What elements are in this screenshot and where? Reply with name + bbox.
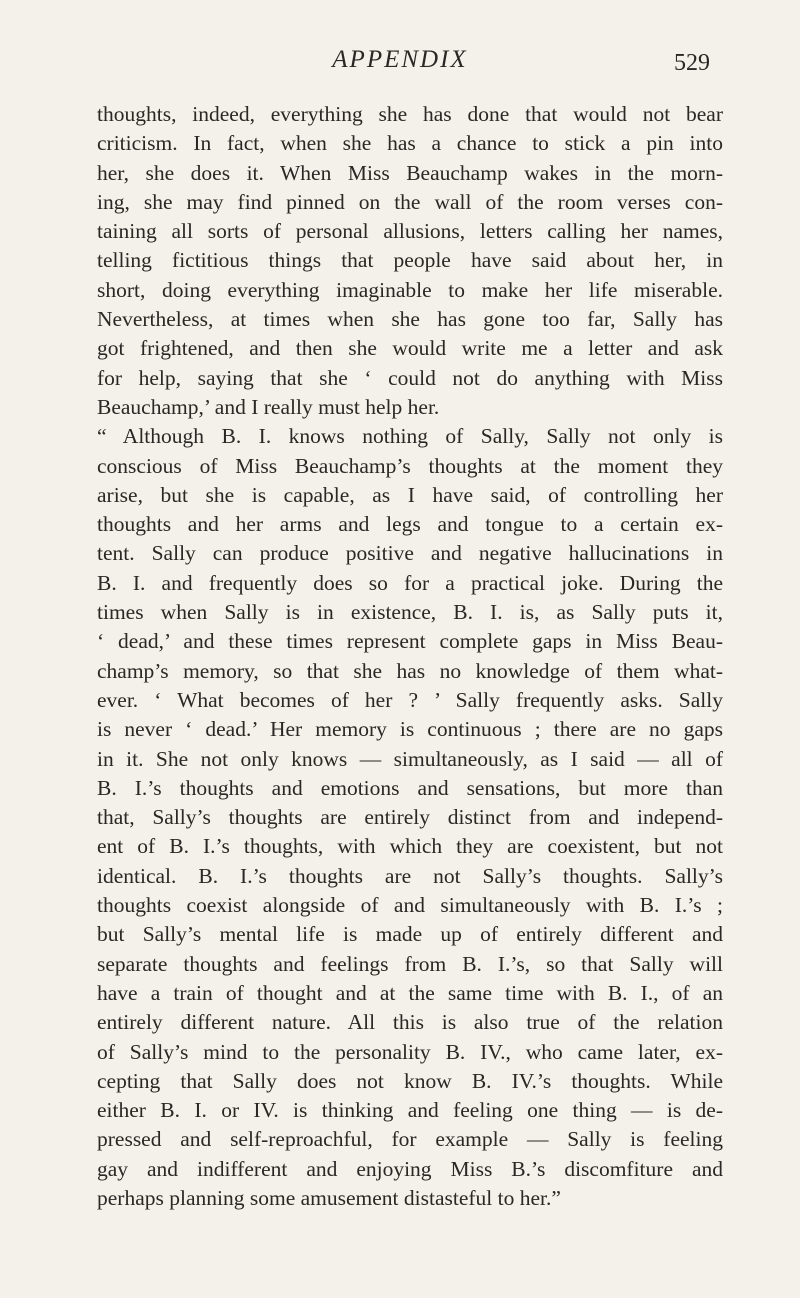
text-line: for help, saying that she ‘ could not do anything with Miss	[97, 365, 723, 390]
text-line: short, doing everything imaginable to make her life miserable.	[97, 277, 723, 302]
text-line: thoughts coexist alongside of and simultaneously with B. I.’s ;	[97, 893, 723, 918]
text-line: Nevertheless, at times when she has gone too far, Sally has	[97, 307, 723, 332]
text-line: her, she does it. When Miss Beauchamp wakes in the morn-	[97, 160, 723, 185]
text-line: pressed and self-reproachful, for example — Sally is feeling	[97, 1127, 723, 1152]
text-line: identical. B. I.’s thoughts are not Sally’s thoughts. Sally’s	[97, 863, 723, 888]
text-line: is never ‘ dead.’ Her memory is continuous ; there are no gaps	[97, 717, 723, 742]
text-line: cepting that Sally does not know B. IV.’s thoughts. While	[97, 1068, 723, 1093]
text-line: B. I.’s thoughts and emotions and sensations, but more than	[97, 775, 723, 800]
text-line: ent of B. I.’s thoughts, with which they are coexistent, but not	[97, 834, 723, 859]
text-line: ing, she may find pinned on the wall of the room verses con-	[97, 189, 723, 214]
running-head	[0, 42, 800, 74]
text-line: times when Sally is in existence, B. I. is, as Sally puts it,	[97, 600, 723, 625]
text-line: champ’s memory, so that she has no knowledge of them what-	[97, 658, 723, 683]
text-line: thoughts, indeed, everything she has done that would not bear	[97, 102, 723, 126]
text-line: entirely different nature. All this is also true of the relation	[97, 1010, 723, 1035]
text-line: gay and indifferent and enjoying Miss B.’s discomfiture and	[97, 1156, 723, 1181]
text-line: ‘ dead,’ and these times represent complete gaps in Miss Beau-	[97, 629, 723, 654]
text-line: taining all sorts of personal allusions, letters calling her names,	[97, 219, 723, 244]
text-line: thoughts and her arms and legs and tongue to a certain ex-	[97, 512, 723, 537]
text-line: that, Sally’s thoughts are entirely distinct from and independ-	[97, 805, 723, 830]
running-head-title: APPENDIX	[332, 46, 468, 73]
paragraph-start-line: “ Although B. I. knows nothing of Sally, Sally not only is	[97, 424, 723, 449]
text-line: criticism. In fact, when she has a chance to stick a pin into	[97, 131, 723, 156]
text-line: in it. She not only knows — simultaneously, as I said — all of	[97, 746, 723, 771]
text-line: telling fictitious things that people have said about her, in	[97, 248, 723, 273]
body-text	[97, 100, 723, 1213]
text-line: either B. I. or IV. is thinking and feeling one thing — is de-	[97, 1098, 723, 1123]
text-line: ever. ‘ What becomes of her ? ’ Sally frequently asks. Sally	[97, 687, 723, 712]
text-line: have a train of thought and at the same time with B. I., of an	[97, 980, 723, 1005]
paragraph-end-line: Beauchamp,’ and I really must help her.	[97, 394, 440, 419]
page-number: 529	[674, 50, 710, 76]
text-line: separate thoughts and feelings from B. I.’s, so that Sally will	[97, 951, 723, 976]
text-line: B. I. and frequently does so for a practical joke. During the	[97, 570, 723, 595]
text-line: got frightened, and then she would write me a letter and ask	[97, 336, 723, 361]
text-line: tent. Sally can produce positive and negative hallucinations in	[97, 541, 723, 566]
text-line: of Sally’s mind to the personality B. IV., who came later, ex-	[97, 1039, 723, 1064]
paragraph-end-line: perhaps planning some amusement distasteful to her.”	[97, 1185, 561, 1210]
text-line: conscious of Miss Beauchamp’s thoughts at the moment they	[97, 453, 723, 478]
text-line: but Sally’s mental life is made up of entirely different and	[97, 922, 723, 947]
text-line: arise, but she is capable, as I have said, of controlling her	[97, 482, 723, 507]
